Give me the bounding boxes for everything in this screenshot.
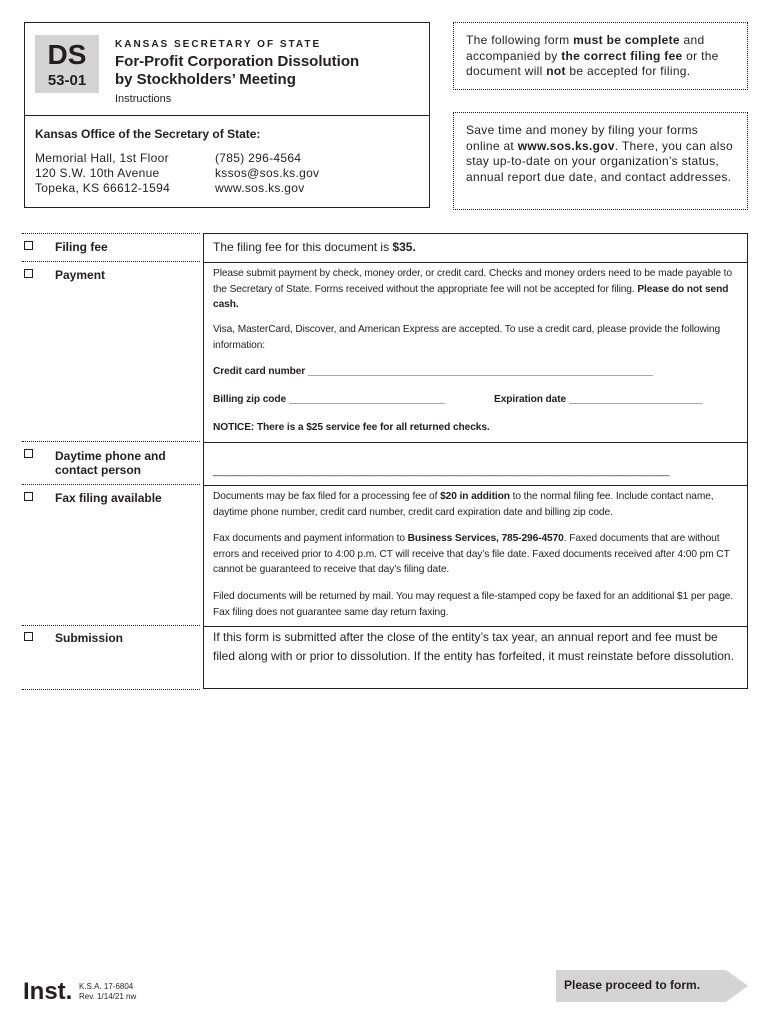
- form-title: [115, 53, 415, 89]
- row-separator: [22, 441, 200, 442]
- payment-label: Payment: [55, 268, 106, 282]
- fax-paragraph-2: [213, 531, 741, 578]
- daytime-phone-label-line1: Daytime phone and: [55, 449, 166, 463]
- fax-emphasis: $20 in addition: [440, 491, 510, 502]
- filing-fee-checkbox[interactable]: [24, 241, 33, 250]
- returned-check-notice: NOTICE: There is a $25 service fee for all returned checks.: [213, 422, 490, 433]
- filing-fee-label: Filing fee: [55, 240, 108, 254]
- row-separator: [22, 484, 200, 485]
- payment-text: Please submit payment by check, money order, or credit card. Checks and money orders need to be made payable to the Secretary of State. Forms received without the appropriate fee will not be accepted for filing.: [213, 268, 732, 295]
- notice-emphasis: the correct filing fee: [561, 48, 683, 63]
- fax-text: to the normal filing fee. Include contact name, daytime phone number, credit card number, credit card expiration date and billing zip code.: [213, 491, 714, 518]
- payment-emphasis: Please do not send cash.: [213, 283, 729, 310]
- fax-filing-checkbox[interactable]: [24, 492, 33, 501]
- notice-text: The following form: [466, 33, 574, 47]
- notice-emphasis: must be complete: [573, 33, 680, 47]
- fee-amount: $35.: [392, 240, 416, 254]
- billing-zip-field[interactable]: Billing zip code ____________________________: [213, 394, 445, 405]
- phone-number: (785) 296-4564: [215, 151, 302, 165]
- submission-checkbox[interactable]: [24, 632, 33, 641]
- payment-paragraph-2: Visa, MasterCard, Discover, and American Express are accepted. To use a credit card, please provide the following information:: [213, 324, 721, 351]
- form-subtitle: Instructions: [115, 93, 172, 105]
- submission-label: Submission: [55, 631, 124, 645]
- payment-checkbox[interactable]: [24, 269, 33, 278]
- table-divider: [204, 485, 747, 486]
- form-code: DS: [47, 39, 87, 70]
- filing-fee-text: [213, 238, 741, 257]
- fee-text: The filing fee for this document is: [213, 240, 393, 254]
- revision-date: Rev. 1/14/21 nw: [79, 992, 137, 1001]
- header-divider: [25, 115, 429, 116]
- address-line: 120 S.W. 10th Avenue: [35, 166, 160, 180]
- online-filing-notice: [453, 112, 748, 210]
- fax-text: . Faxed documents that are without errors and received prior to 4:00 p.m. CT will receive that day’s file date. Faxed documents received after 4:00 pm CT cannot be guaranteed to receive that day’s filing date.: [213, 533, 730, 575]
- daytime-phone-label-line2: contact person: [55, 463, 142, 477]
- office-heading: Kansas Office of the Secretary of State:: [35, 127, 261, 141]
- table-divider: [204, 442, 747, 443]
- agency-name: KANSAS SECRETARY OF STATE: [115, 39, 322, 50]
- fax-filing-label: Fax filing available: [55, 491, 162, 505]
- email-link[interactable]: kssos@sos.ks.gov: [215, 166, 320, 180]
- table-divider: [204, 626, 747, 627]
- form-code-badge: [35, 35, 99, 93]
- form-title-line1: For-Profit Corporation Dissolution: [115, 53, 360, 70]
- credit-card-number-field[interactable]: Credit card number ______________________________________________________________: [213, 366, 653, 377]
- office-address: [35, 151, 170, 196]
- notice-text: . There, you can also stay up-to-date on your organization’s status, annual report due date, and contact addresses.: [466, 138, 733, 184]
- statute-reference: [79, 982, 136, 1002]
- fax-text: Fax documents and payment information to: [213, 533, 408, 544]
- notice-emphasis: not: [546, 64, 566, 78]
- table-divider: [204, 262, 747, 263]
- instructions-mark: Inst.: [23, 978, 73, 1005]
- office-contact: [215, 151, 319, 196]
- website-link[interactable]: www.sos.ks.gov: [215, 181, 305, 195]
- payment-paragraph-1: [213, 266, 741, 313]
- fax-paragraph-3: Filed documents will be returned by mail. You may request a file-stamped copy be faxed for an additional $1 per page. Fax filing does not guarantee same day return faxing.: [213, 591, 734, 618]
- row-separator: [22, 261, 200, 262]
- notice-text: and accompanied by: [466, 33, 705, 63]
- address-line: Memorial Hall, 1st Floor: [35, 151, 169, 165]
- completeness-notice: [453, 22, 748, 90]
- fax-text: Documents may be fax filed for a processing fee of: [213, 491, 441, 502]
- proceed-to-form-button[interactable]: [556, 970, 748, 1002]
- row-separator: [22, 689, 200, 690]
- notice-text: or the document will: [466, 48, 719, 78]
- form-number: 53-01: [47, 72, 87, 89]
- daytime-phone-label: [55, 449, 166, 477]
- notice-text: Save time and money by filing your forms online at: [466, 123, 699, 153]
- proceed-label: Please proceed to form.: [564, 978, 701, 992]
- form-title-line2: by Stockholders’ Meeting: [115, 71, 296, 88]
- notice-text: be accepted for filing.: [565, 64, 691, 78]
- row-separator: [22, 233, 200, 234]
- fax-paragraph-1: [213, 489, 741, 520]
- fax-contact: Business Services, 785-296-4570: [407, 533, 564, 544]
- submission-text: If this form is submitted after the close of the entity’s tax year, an annual report and fee must be filed along with or prior to dissolution. If the entity has forfeited, it must reinstate before dissolution.: [213, 630, 734, 663]
- form-header: [24, 22, 430, 208]
- address-line: Topeka, KS 66612-1594: [35, 181, 171, 195]
- online-filing-link[interactable]: www.sos.ks.gov: [517, 138, 615, 153]
- ksa-citation: K.S.A. 17-6804: [79, 982, 134, 991]
- daytime-phone-field[interactable]: __________________________________________________________________________________: [213, 466, 670, 477]
- expiration-date-field[interactable]: Expiration date ________________________: [494, 394, 703, 405]
- row-separator: [22, 625, 200, 626]
- daytime-phone-checkbox[interactable]: [24, 449, 33, 458]
